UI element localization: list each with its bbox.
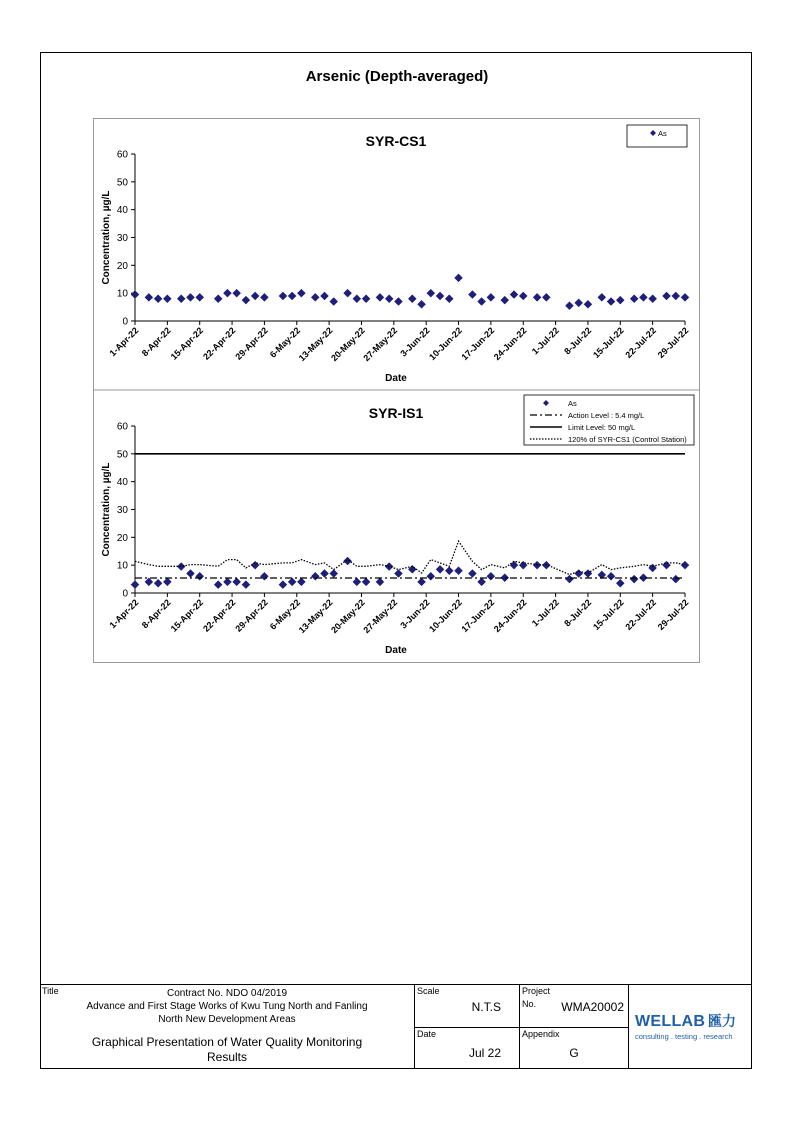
legend-label: As xyxy=(658,129,667,138)
data-point xyxy=(649,295,657,303)
x-tick-label: 1-Jul-22 xyxy=(529,325,562,357)
legend-label: Limit Level: 50 mg/L xyxy=(568,423,636,432)
data-point xyxy=(320,570,328,578)
legend-label: 120% of SYR-CS1 (Control Station) xyxy=(568,435,687,444)
project-no-value: WMA20002 xyxy=(561,1000,624,1014)
data-point xyxy=(663,561,671,569)
y-tick-label: 10 xyxy=(116,288,128,300)
logo-wordmark: WELLAB xyxy=(635,1013,706,1030)
y-tick-label: 60 xyxy=(116,421,128,433)
x-axis-label: Date xyxy=(385,645,407,656)
data-point xyxy=(362,295,370,303)
x-tick-label: 8-Apr-22 xyxy=(139,597,173,631)
y-axis-label: Concentration, µg/L xyxy=(101,190,112,285)
y-axis-label: Concentration, µg/L xyxy=(101,462,112,557)
x-tick-label: 22-Jul-22 xyxy=(623,325,659,361)
data-point xyxy=(186,293,194,301)
data-point xyxy=(427,572,435,580)
y-tick-label: 40 xyxy=(116,205,128,217)
data-point xyxy=(630,575,638,583)
contract-line-3: North New Development Areas xyxy=(158,1014,296,1025)
data-point xyxy=(163,578,171,586)
data-point xyxy=(297,289,305,297)
data-point xyxy=(616,296,624,304)
data-point xyxy=(177,295,185,303)
data-point xyxy=(542,293,550,301)
y-tick-label: 20 xyxy=(116,260,128,272)
data-point xyxy=(196,572,204,580)
data-point xyxy=(288,578,296,586)
chart-title: SYR-CS1 xyxy=(365,133,427,149)
data-point xyxy=(533,293,541,301)
title-label: Title xyxy=(42,986,59,996)
wellab-logo xyxy=(635,1011,749,1041)
x-tick-label: 29-Apr-22 xyxy=(233,325,270,362)
y-tick-label: 50 xyxy=(116,177,128,189)
chart-panel-1 xyxy=(93,125,700,390)
y-tick-label: 20 xyxy=(116,532,128,544)
x-tick-label: 15-Apr-22 xyxy=(168,597,206,634)
data-point xyxy=(223,289,231,297)
x-tick-label: 15-Jul-22 xyxy=(591,325,626,361)
data-point xyxy=(575,299,583,307)
data-point xyxy=(418,300,426,308)
x-tick-label: 17-Jun-22 xyxy=(459,597,497,635)
x-tick-label: 29-Apr-22 xyxy=(233,597,270,634)
data-point xyxy=(418,578,426,586)
data-point xyxy=(478,298,486,306)
data-point xyxy=(455,567,463,575)
data-point xyxy=(311,293,319,301)
x-tick-label: 29-Jul-22 xyxy=(655,597,691,633)
y-tick-label: 0 xyxy=(122,316,128,328)
title-block xyxy=(40,984,752,1069)
contract-line-1: Contract No. NDO 04/2019 xyxy=(166,988,288,999)
data-point xyxy=(214,581,222,589)
page-title: Arsenic (Depth-averaged) xyxy=(305,68,489,85)
x-tick-label: 15-Jul-22 xyxy=(591,597,626,633)
data-point xyxy=(408,295,416,303)
data-point xyxy=(177,563,185,571)
data-point xyxy=(154,579,162,587)
contract-line-2: Advance and First Stage Works of Kwu Tung North and Fanling xyxy=(86,1001,368,1012)
x-tick-label: 1-Apr-22 xyxy=(107,597,141,631)
data-point xyxy=(445,295,453,303)
data-point xyxy=(279,292,287,300)
data-point xyxy=(672,292,680,300)
data-point xyxy=(487,293,495,301)
data-point xyxy=(445,567,453,575)
data-point xyxy=(233,578,241,586)
x-tick-label: 13-May-22 xyxy=(296,597,335,636)
appendix-value: G xyxy=(569,1046,579,1060)
y-tick-label: 50 xyxy=(116,449,128,461)
appendix-label: Appendix xyxy=(522,1029,560,1039)
data-point xyxy=(260,293,268,301)
x-tick-label: 27-May-22 xyxy=(361,325,400,364)
y-tick-label: 40 xyxy=(116,477,128,489)
scale-cell xyxy=(414,985,519,1028)
data-point xyxy=(131,581,139,589)
data-point xyxy=(362,578,370,586)
data-point xyxy=(394,298,402,306)
data-point xyxy=(320,292,328,300)
data-point xyxy=(251,561,259,569)
data-point xyxy=(233,289,241,297)
x-tick-label: 22-Apr-22 xyxy=(201,325,238,362)
data-point xyxy=(468,291,476,299)
x-tick-label: 6-May-22 xyxy=(267,325,303,360)
x-tick-label: 1-Jul-22 xyxy=(529,597,562,629)
data-point xyxy=(145,578,153,586)
x-tick-label: 10-Jun-22 xyxy=(427,325,464,363)
data-point xyxy=(330,298,338,306)
data-point xyxy=(163,295,171,303)
drawing-title-line-1: Graphical Presentation of Water Quality Monitoring xyxy=(91,1035,363,1049)
data-point xyxy=(436,292,444,300)
appendix-cell xyxy=(519,1028,628,1069)
chart-panel-2 xyxy=(101,395,694,656)
data-point xyxy=(455,274,463,282)
logo-cjk: 匯力 xyxy=(708,1013,737,1029)
chart-legend xyxy=(524,395,694,445)
data-point xyxy=(663,292,671,300)
data-point xyxy=(297,578,305,586)
x-tick-label: 10-Jun-22 xyxy=(427,597,464,635)
x-tick-label: 29-Jul-22 xyxy=(655,325,691,361)
x-tick-label: 6-May-22 xyxy=(267,597,303,632)
data-point xyxy=(242,296,250,304)
x-tick-label: 22-Apr-22 xyxy=(201,597,238,634)
project-no-label: No. xyxy=(522,999,537,1009)
data-point xyxy=(251,292,259,300)
data-point xyxy=(353,578,361,586)
date-cell xyxy=(414,1028,519,1069)
data-point xyxy=(616,579,624,587)
data-point xyxy=(186,570,194,578)
x-tick-label: 24-Jun-22 xyxy=(491,597,529,635)
data-point xyxy=(598,293,606,301)
data-point xyxy=(214,295,222,303)
data-point xyxy=(376,578,384,586)
charts-canvas xyxy=(93,118,700,663)
series-as xyxy=(131,557,689,589)
legend-box xyxy=(627,125,687,147)
x-tick-label: 8-Apr-22 xyxy=(139,325,173,359)
data-point xyxy=(487,572,495,580)
x-tick-label: 24-Jun-22 xyxy=(491,325,529,363)
data-point xyxy=(385,295,393,303)
x-tick-label: 13-May-22 xyxy=(296,325,335,364)
y-tick-label: 60 xyxy=(116,149,128,161)
project-cell xyxy=(519,985,628,1028)
data-point xyxy=(565,302,573,310)
data-point xyxy=(376,293,384,301)
x-tick-label: 15-Apr-22 xyxy=(168,325,206,362)
data-point xyxy=(607,572,615,580)
data-point xyxy=(279,581,287,589)
logo-tagline: consulting . testing . research xyxy=(635,1032,733,1041)
project-label: Project xyxy=(522,986,551,996)
y-tick-label: 30 xyxy=(116,505,128,516)
data-point xyxy=(436,565,444,573)
data-point xyxy=(196,293,204,301)
data-point xyxy=(154,295,162,303)
legend-label: Action Level : 5.4 mg/L xyxy=(568,411,645,420)
x-tick-label: 8-Jul-22 xyxy=(562,597,594,629)
x-tick-label: 1-Apr-22 xyxy=(107,325,141,359)
data-point xyxy=(223,578,231,586)
scale-label: Scale xyxy=(417,986,440,996)
data-point xyxy=(344,289,352,297)
title-cell xyxy=(40,985,414,1069)
x-tick-label: 27-May-22 xyxy=(361,597,400,636)
x-tick-label: 3-Jun-22 xyxy=(398,597,432,631)
data-point xyxy=(242,581,250,589)
data-point xyxy=(394,570,402,578)
logo-cell xyxy=(628,985,750,1069)
y-tick-label: 0 xyxy=(122,588,128,600)
x-tick-label: 20-May-22 xyxy=(329,597,367,636)
data-point xyxy=(672,575,680,583)
scale-value: N.T.S xyxy=(471,1000,501,1014)
data-point xyxy=(131,291,139,299)
x-tick-label: 22-Jul-22 xyxy=(623,597,659,633)
y-tick-label: 30 xyxy=(116,233,128,244)
data-point xyxy=(681,293,689,301)
x-tick-label: 3-Jun-22 xyxy=(398,325,432,359)
data-point xyxy=(330,570,338,578)
chart-legend xyxy=(627,125,687,147)
data-point xyxy=(519,292,527,300)
data-point xyxy=(478,578,486,586)
date-value: Jul 22 xyxy=(468,1046,501,1060)
data-point xyxy=(519,561,527,569)
data-point xyxy=(311,572,319,580)
data-point xyxy=(468,570,476,578)
data-point xyxy=(260,572,268,580)
data-point xyxy=(607,298,615,306)
legend-label: As xyxy=(568,399,577,408)
data-point xyxy=(565,575,573,583)
data-point xyxy=(288,292,296,300)
data-point xyxy=(639,293,647,301)
x-tick-label: 8-Jul-22 xyxy=(562,325,594,357)
drawing-title-line-2: Results xyxy=(206,1050,247,1064)
series-as xyxy=(131,274,689,310)
data-point xyxy=(630,295,638,303)
x-tick-label: 20-May-22 xyxy=(329,325,367,364)
chart-title: SYR-IS1 xyxy=(368,405,424,421)
date-label: Date xyxy=(417,1029,437,1039)
data-point xyxy=(510,291,518,299)
data-point xyxy=(584,300,592,308)
x-tick-label: 17-Jun-22 xyxy=(459,325,497,363)
data-point xyxy=(681,561,689,569)
y-tick-label: 10 xyxy=(116,560,128,572)
data-point xyxy=(344,557,352,565)
data-point xyxy=(145,293,153,301)
data-point xyxy=(501,296,509,304)
x-axis-label: Date xyxy=(385,373,407,384)
data-point xyxy=(427,289,435,297)
data-point xyxy=(353,295,361,303)
